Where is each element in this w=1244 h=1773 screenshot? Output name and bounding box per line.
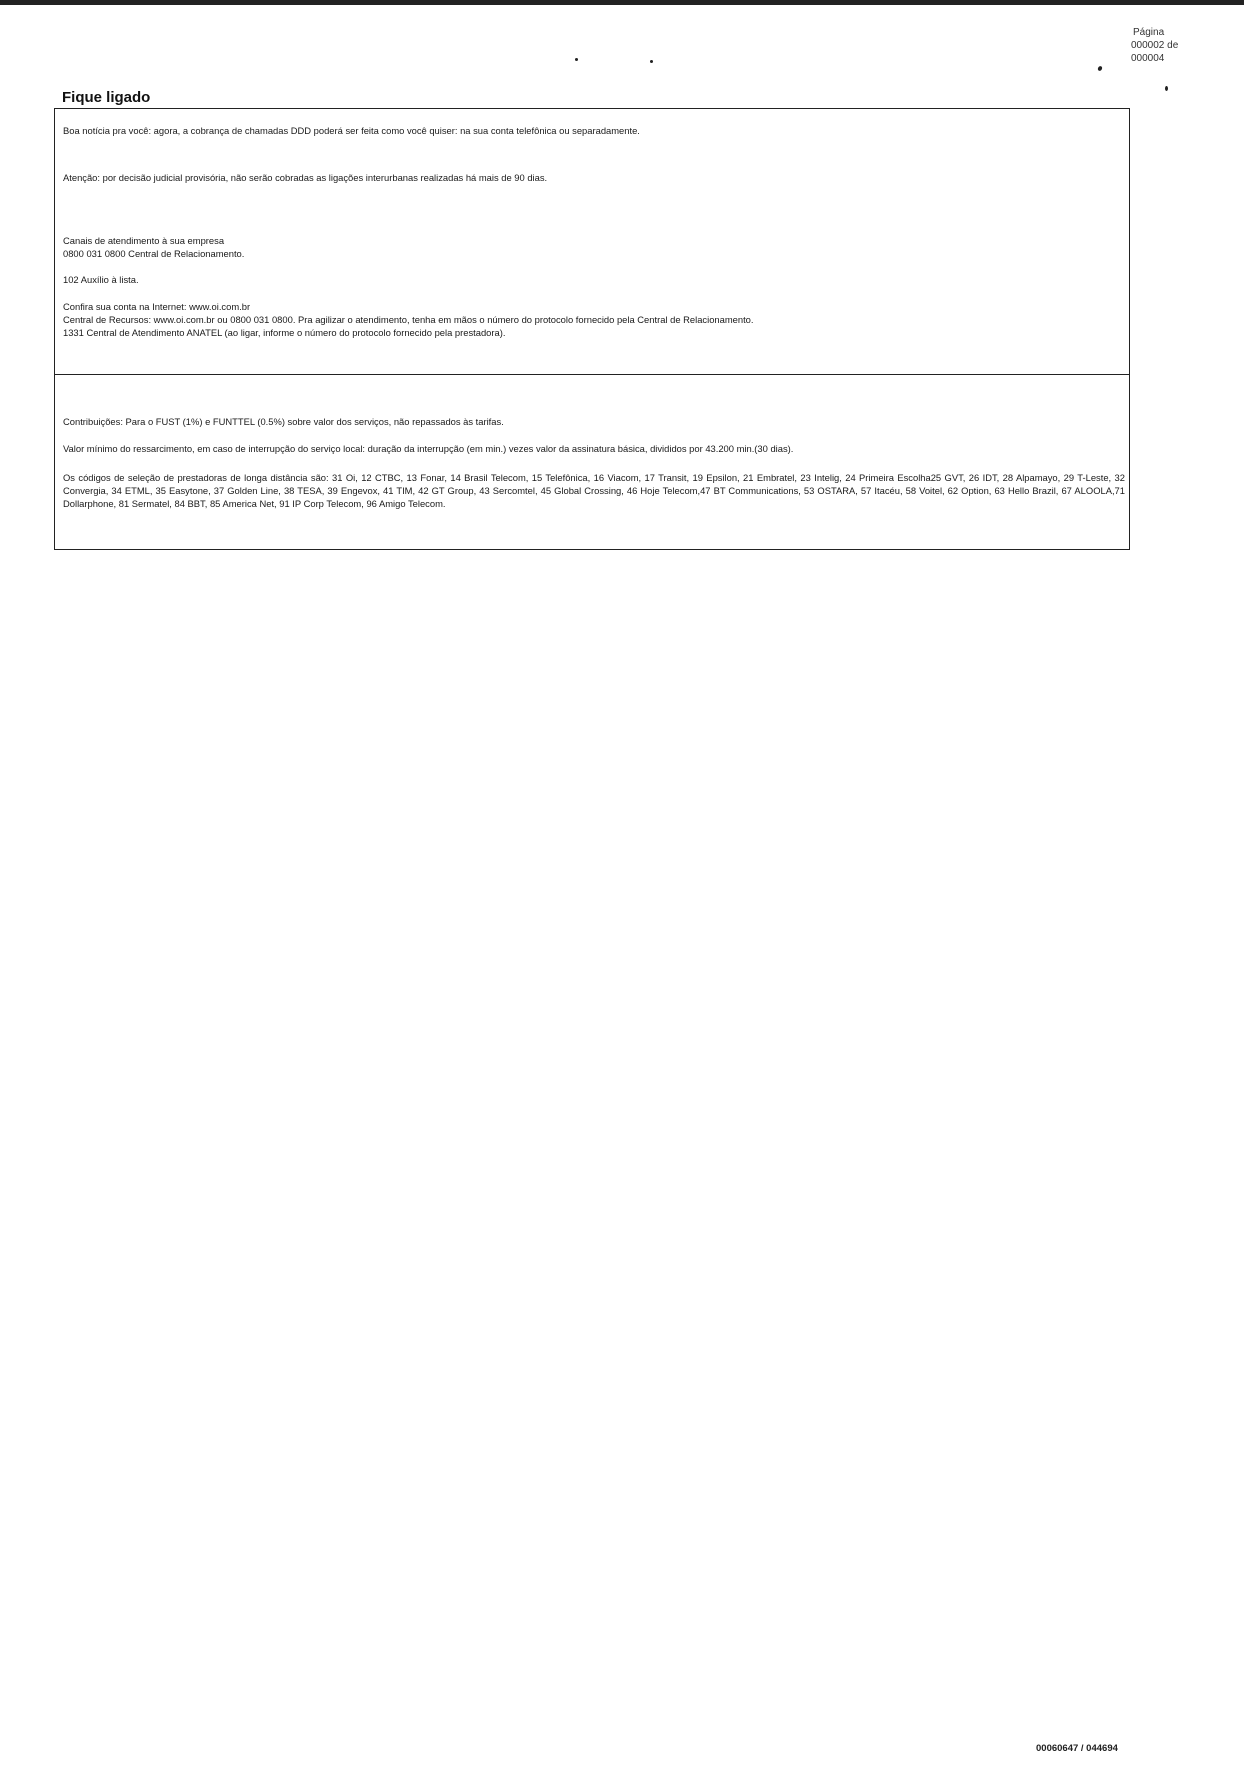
refund-text: Valor mínimo do ressarcimento, em caso de interrupção do serviço local: duração da interrupção (em min.) vezes valor da assinatura básica, divididos por 43.200 min.(30 dias).: [63, 443, 794, 454]
page-number: [1131, 26, 1178, 65]
scan-speck: [1165, 86, 1168, 91]
channels-central: 0800 031 0800 Central de Relacionamento.: [63, 248, 245, 259]
scan-top-edge: [0, 0, 1244, 5]
anatel-text: 1331 Central de Atendimento ANATEL (ao ligar, informe o número do protocolo fornecido pela prestadora).: [63, 327, 506, 338]
resources-central-text: Central de Recursos: www.oi.com.br ou 0800 031 0800. Pra agilizar o atendimento, tenha em mãos o número do protocolo fornecido pela Central de Relacionamento.: [63, 314, 754, 325]
scan-speck: [1097, 65, 1103, 71]
page-label: Página: [1133, 27, 1165, 38]
scan-speck: [575, 58, 578, 61]
scan-speck: [650, 60, 653, 63]
ddd-billing-text: Boa notícia pra você: agora, a cobrança de chamadas DDD poderá ser feita como você quiser: na sua conta telefônica ou separadamente.: [63, 125, 640, 136]
carrier-codes-text: Os códigos de seleção de prestadoras de longa distância são: 31 Oi, 12 CTBC, 13 Fonar, 14 Brasil Telecom, 15 Telefônica, 16 Viacom, 17 Transit, 19 Epsilon, 21 Embratel, 23 Intelig, 24 Primeira Escolha25 GVT, 26 IDT, 28 Alpamayo, 29 T-Leste, 32 Convergia, 34 ETML, 35 Easytone, 37 Golden Line, 38 TESA, 39 Engevox, 41 TIM, 42 GT Group, 43 Sercomtel, 45 Global Crossing, 46 Hoje Telecom,47 BT Communications, 53 OSTARA, 57 Itacéu, 58 Voitel, 62 Option, 63 Hello Brazil, 67 ALOOLA,71 Dollarphone, 81 Sermatel, 84 BBT, 85 America Net, 91 IP Corp Telecom, 96 Amigo Telecom.: [63, 472, 1125, 509]
internet-bill-text: Confira sua conta na Internet: www.oi.com.br: [63, 301, 251, 312]
notice-box: [54, 108, 1130, 375]
contributions-text: Contribuições: Para o FUST (1%) e FUNTTEL (0.5%) sobre valor dos serviços, não repassados às tarifas.: [63, 416, 504, 427]
channels-title: Canais de atendimento à sua empresa: [63, 235, 225, 246]
page-current: 000002 de: [1131, 40, 1179, 51]
document-code: 00060647 / 044694: [1036, 1743, 1118, 1754]
info-box: [54, 374, 1130, 550]
channels-list-help: 102 Auxílio à lista.: [63, 274, 139, 285]
court-notice-text: Atenção: por decisão judicial provisória, não serão cobradas as ligações interurbanas realizadas há mais de 90 dias.: [63, 172, 548, 183]
section-title: Fique ligado: [62, 89, 151, 106]
page-total: 000004: [1131, 53, 1165, 64]
